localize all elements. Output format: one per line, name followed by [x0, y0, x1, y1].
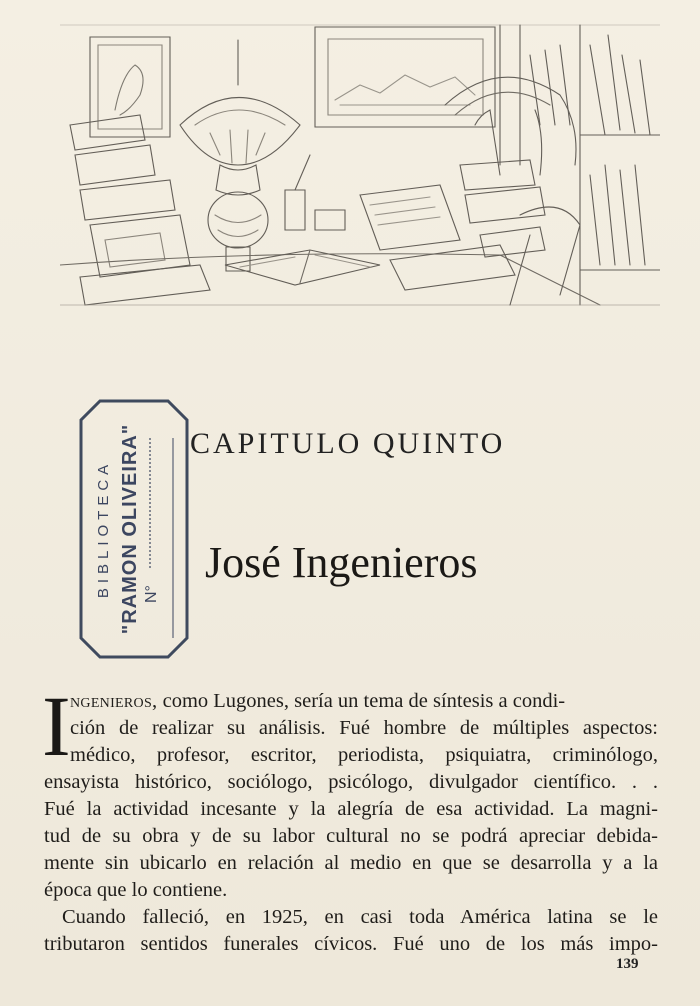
body-line-1-text: como Lugones, sería un tema de síntesis a condi-	[157, 690, 566, 712]
chapter-title: José Ingenieros	[205, 538, 478, 587]
stamp-line-biblioteca: BIBLIOTECA	[95, 459, 112, 599]
chapter-label: CAPITULO QUINTO	[190, 427, 506, 460]
drop-cap: I	[42, 678, 71, 774]
stamp-line-number: N°	[143, 585, 160, 603]
body-line-5: Fué la actividad incesante y la alegría de esa actividad. La magni-	[44, 798, 658, 820]
body-line-9: Cuando falleció, en 1925, en casi toda América latina se le	[62, 906, 658, 928]
body-line-6: tud de su obra y de su labor cultural no se podrá apreciar debida-	[44, 825, 658, 847]
lead-smallcaps: ngenieros,	[70, 690, 158, 712]
stamp-line-name: "RAMON OLIVEIRA"	[119, 423, 141, 635]
body-line-2: ción de realizar su análisis. Fué hombre de múltiples aspectos:	[70, 717, 658, 739]
desk-sketch-illustration	[60, 15, 660, 315]
body-line-4: ensayista histórico, sociólogo, psicólogo, divulgador científico. . .	[44, 771, 658, 793]
library-stamp	[78, 398, 190, 660]
body-line-1	[70, 689, 658, 713]
body-line-7: mente sin ubicarlo en relación al medio en que se desarrolla y a la	[44, 852, 658, 874]
body-line-8: época que lo contiene.	[44, 879, 228, 901]
page-number: 139	[616, 956, 639, 972]
body-line-3: médico, profesor, escritor, periodista, psiquiatra, criminólogo,	[70, 744, 658, 766]
body-line-10: tributaron sentidos funerales cívicos. Fué uno de los más impo-	[44, 933, 658, 955]
